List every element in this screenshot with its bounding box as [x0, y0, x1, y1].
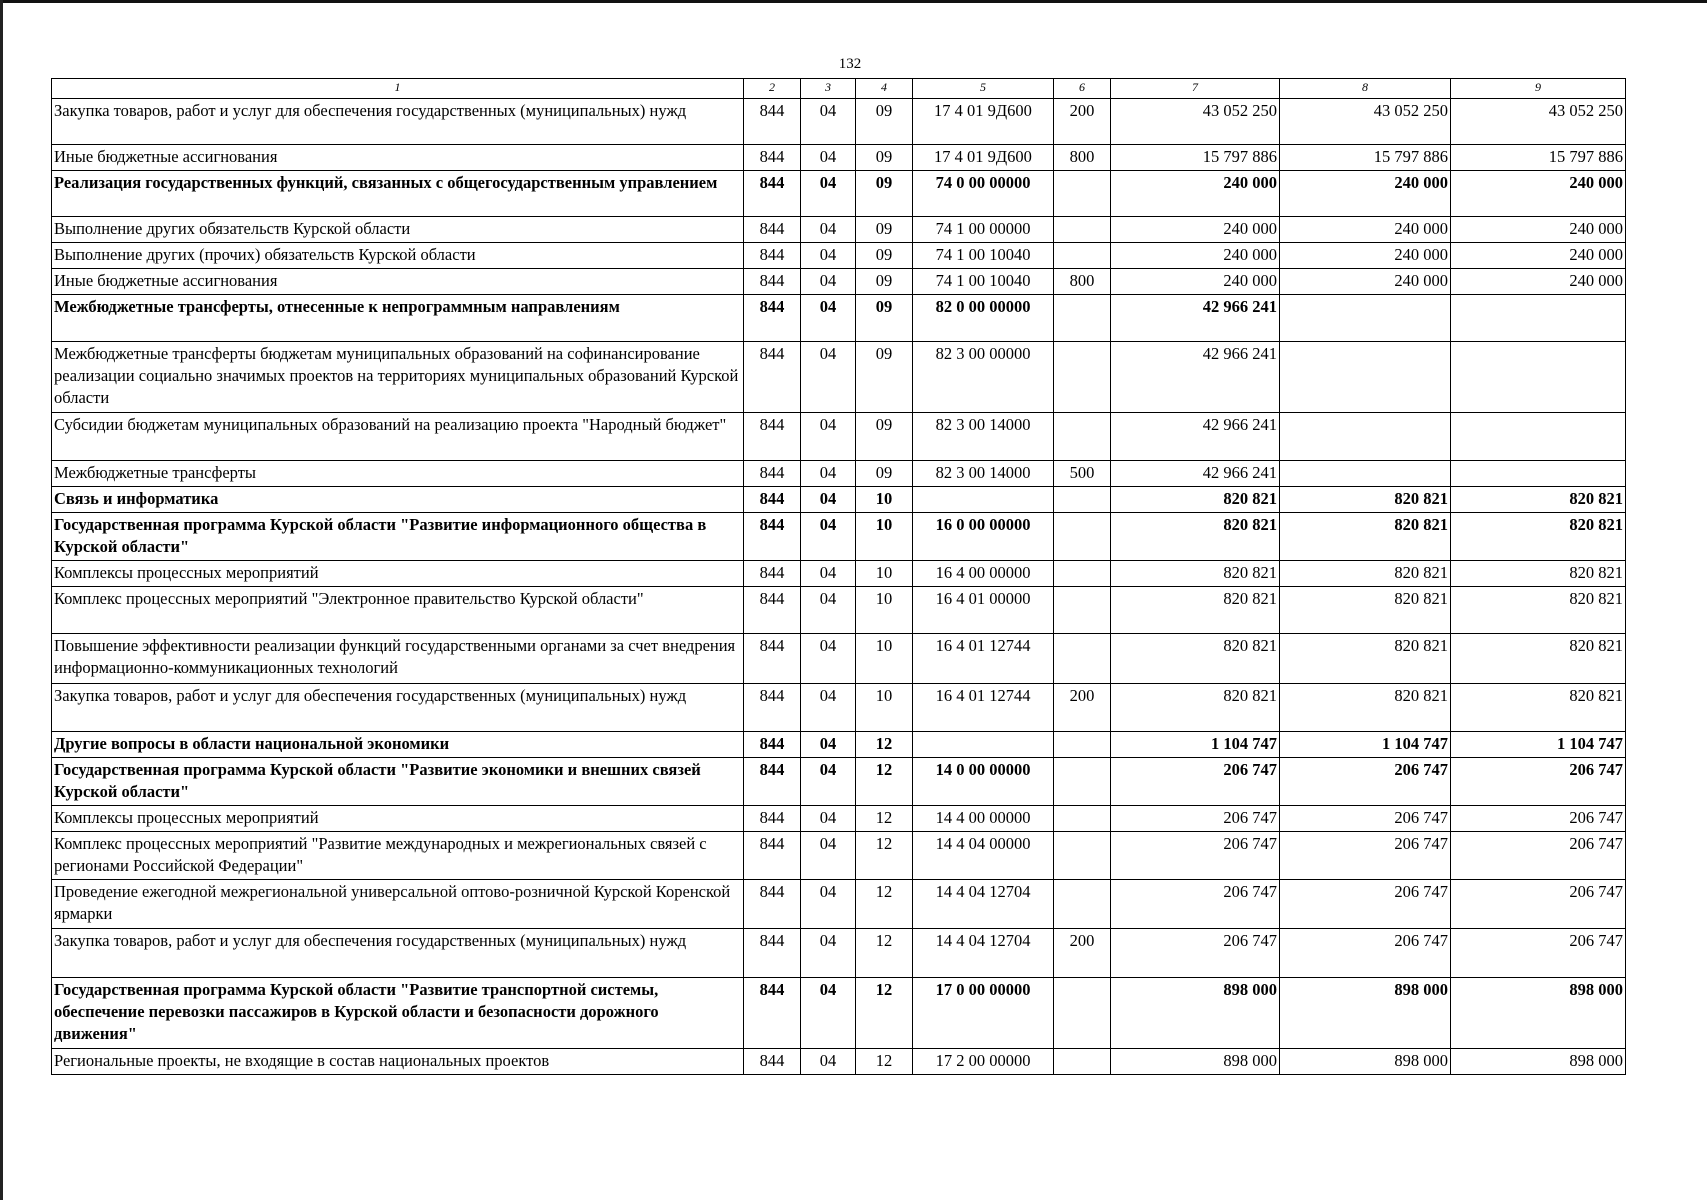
cell-name: Межбюджетные трансферты, отнесенные к непрограммным направлениям [52, 295, 744, 342]
cell-amount-col9 [1451, 342, 1626, 413]
cell-expense-type: 200 [1054, 929, 1111, 978]
cell-section-code: 04 [801, 587, 856, 634]
cell-amount-col9: 240 000 [1451, 243, 1626, 269]
cell-section-code: 04 [801, 634, 856, 684]
cell-ministry-code: 844 [744, 587, 801, 634]
cell-ministry-code: 844 [744, 461, 801, 487]
cell-section-code: 04 [801, 832, 856, 880]
cell-target-article: 16 4 01 00000 [913, 587, 1054, 634]
cell-subsection-code: 12 [856, 880, 913, 929]
table-row [52, 732, 1626, 758]
cell-ministry-code: 844 [744, 561, 801, 587]
table-row [52, 269, 1626, 295]
cell-expense-type [1054, 513, 1111, 561]
header-cell: 5 [913, 79, 1054, 99]
cell-expense-type: 500 [1054, 461, 1111, 487]
cell-ministry-code: 844 [744, 832, 801, 880]
cell-section-code: 04 [801, 243, 856, 269]
cell-amount-col8: 206 747 [1280, 929, 1451, 978]
cell-name: Иные бюджетные ассигнования [52, 145, 744, 171]
cell-amount-col8: 820 821 [1280, 634, 1451, 684]
cell-target-article: 82 3 00 00000 [913, 342, 1054, 413]
cell-ministry-code: 844 [744, 295, 801, 342]
cell-amount-col7: 820 821 [1111, 487, 1280, 513]
cell-amount-col9: 206 747 [1451, 806, 1626, 832]
cell-ministry-code: 844 [744, 243, 801, 269]
cell-amount-col7: 42 966 241 [1111, 295, 1280, 342]
cell-amount-col8: 820 821 [1280, 684, 1451, 732]
cell-expense-type [1054, 732, 1111, 758]
cell-amount-col7: 206 747 [1111, 806, 1280, 832]
cell-name: Повышение эффективности реализации функций государственными органами за счет внедрения информационно-коммуникационных технологий [52, 634, 744, 684]
cell-ministry-code: 844 [744, 634, 801, 684]
cell-subsection-code: 09 [856, 171, 913, 217]
cell-expense-type [1054, 806, 1111, 832]
cell-amount-col9: 43 052 250 [1451, 99, 1626, 145]
cell-subsection-code: 09 [856, 461, 913, 487]
table-row [52, 99, 1626, 145]
cell-amount-col8: 1 104 747 [1280, 732, 1451, 758]
cell-amount-col8 [1280, 413, 1451, 461]
cell-amount-col7: 206 747 [1111, 758, 1280, 806]
cell-name: Межбюджетные трансферты бюджетам муниципальных образований на софинансирование реализации социально значимых проектов на территориях муниципальных образований Курской области [52, 342, 744, 413]
header-cell: 8 [1280, 79, 1451, 99]
cell-subsection-code: 12 [856, 806, 913, 832]
cell-amount-col8: 240 000 [1280, 217, 1451, 243]
cell-target-article: 14 4 04 12704 [913, 880, 1054, 929]
cell-amount-col9: 206 747 [1451, 880, 1626, 929]
cell-amount-col8: 240 000 [1280, 243, 1451, 269]
table-row [52, 978, 1626, 1049]
cell-amount-col8: 898 000 [1280, 978, 1451, 1049]
cell-amount-col7: 240 000 [1111, 217, 1280, 243]
cell-expense-type [1054, 295, 1111, 342]
cell-section-code: 04 [801, 295, 856, 342]
cell-target-article: 17 0 00 00000 [913, 978, 1054, 1049]
cell-name: Государственная программа Курской области "Развитие транспортной системы, обеспечение перевозки пассажиров в Курской области и безопасности дорожного движения" [52, 978, 744, 1049]
cell-amount-col7: 898 000 [1111, 978, 1280, 1049]
cell-amount-col9: 820 821 [1451, 487, 1626, 513]
cell-expense-type [1054, 634, 1111, 684]
cell-ministry-code: 844 [744, 342, 801, 413]
cell-amount-col7: 240 000 [1111, 171, 1280, 217]
cell-amount-col9: 820 821 [1451, 587, 1626, 634]
table-body [52, 99, 1626, 1075]
cell-name: Выполнение других обязательств Курской области [52, 217, 744, 243]
cell-section-code: 04 [801, 684, 856, 732]
cell-amount-col9: 898 000 [1451, 1049, 1626, 1075]
cell-name: Региональные проекты, не входящие в состав национальных проектов [52, 1049, 744, 1075]
table-row [52, 487, 1626, 513]
table-row [52, 413, 1626, 461]
cell-target-article: 74 1 00 00000 [913, 217, 1054, 243]
cell-section-code: 04 [801, 413, 856, 461]
header-cell: 2 [744, 79, 801, 99]
cell-amount-col9: 820 821 [1451, 561, 1626, 587]
cell-target-article: 16 4 00 00000 [913, 561, 1054, 587]
cell-subsection-code: 10 [856, 561, 913, 587]
header-cell: 1 [52, 79, 744, 99]
scan-top-edge [0, 0, 1707, 3]
cell-subsection-code: 10 [856, 587, 913, 634]
scan-left-edge [0, 0, 3, 1200]
cell-amount-col7: 820 821 [1111, 513, 1280, 561]
cell-name: Проведение ежегодной межрегиональной универсальной оптово-розничной Курской Коренской ярмарки [52, 880, 744, 929]
cell-amount-col7: 206 747 [1111, 929, 1280, 978]
cell-name: Иные бюджетные ассигнования [52, 269, 744, 295]
cell-expense-type [1054, 880, 1111, 929]
cell-subsection-code: 12 [856, 758, 913, 806]
cell-amount-col8: 820 821 [1280, 561, 1451, 587]
cell-amount-col9: 898 000 [1451, 978, 1626, 1049]
cell-amount-col7: 240 000 [1111, 243, 1280, 269]
cell-name: Государственная программа Курской области "Развитие информационного общества в Курской области" [52, 513, 744, 561]
cell-amount-col9 [1451, 461, 1626, 487]
cell-section-code: 04 [801, 929, 856, 978]
cell-amount-col8: 43 052 250 [1280, 99, 1451, 145]
cell-expense-type [1054, 1049, 1111, 1075]
cell-amount-col8: 898 000 [1280, 1049, 1451, 1075]
table-row [52, 684, 1626, 732]
cell-amount-col9 [1451, 295, 1626, 342]
cell-amount-col7: 820 821 [1111, 684, 1280, 732]
cell-section-code: 04 [801, 461, 856, 487]
cell-subsection-code: 12 [856, 1049, 913, 1075]
cell-subsection-code: 12 [856, 832, 913, 880]
cell-section-code: 04 [801, 1049, 856, 1075]
cell-subsection-code: 09 [856, 217, 913, 243]
cell-name: Связь и информатика [52, 487, 744, 513]
cell-section-code: 04 [801, 806, 856, 832]
cell-target-article: 82 0 00 00000 [913, 295, 1054, 342]
cell-expense-type: 200 [1054, 684, 1111, 732]
cell-ministry-code: 844 [744, 145, 801, 171]
cell-amount-col9: 206 747 [1451, 758, 1626, 806]
cell-ministry-code: 844 [744, 684, 801, 732]
cell-target-article: 16 4 01 12744 [913, 684, 1054, 732]
cell-expense-type [1054, 217, 1111, 243]
cell-amount-col8 [1280, 342, 1451, 413]
cell-section-code: 04 [801, 978, 856, 1049]
cell-amount-col9: 820 821 [1451, 684, 1626, 732]
cell-ministry-code: 844 [744, 99, 801, 145]
table-row [52, 880, 1626, 929]
cell-amount-col8: 820 821 [1280, 587, 1451, 634]
table-row [52, 243, 1626, 269]
cell-section-code: 04 [801, 145, 856, 171]
cell-amount-col9: 15 797 886 [1451, 145, 1626, 171]
cell-ministry-code: 844 [744, 513, 801, 561]
header-row [52, 79, 1626, 99]
cell-amount-col7: 42 966 241 [1111, 461, 1280, 487]
cell-subsection-code: 10 [856, 487, 913, 513]
table-row [52, 634, 1626, 684]
cell-amount-col9: 820 821 [1451, 513, 1626, 561]
header-cell: 9 [1451, 79, 1626, 99]
cell-subsection-code: 12 [856, 929, 913, 978]
page-number: 132 [838, 56, 862, 72]
cell-name: Закупка товаров, работ и услуг для обеспечения государственных (муниципальных) нужд [52, 99, 744, 145]
cell-subsection-code: 09 [856, 243, 913, 269]
cell-amount-col7: 820 821 [1111, 634, 1280, 684]
cell-target-article [913, 487, 1054, 513]
cell-section-code: 04 [801, 269, 856, 295]
cell-subsection-code: 10 [856, 634, 913, 684]
cell-ministry-code: 844 [744, 978, 801, 1049]
cell-amount-col8 [1280, 295, 1451, 342]
cell-amount-col7: 898 000 [1111, 1049, 1280, 1075]
cell-target-article: 16 4 01 12744 [913, 634, 1054, 684]
cell-expense-type [1054, 243, 1111, 269]
cell-target-article: 82 3 00 14000 [913, 413, 1054, 461]
cell-amount-col7: 42 966 241 [1111, 342, 1280, 413]
cell-amount-col7: 43 052 250 [1111, 99, 1280, 145]
cell-section-code: 04 [801, 171, 856, 217]
cell-expense-type: 800 [1054, 145, 1111, 171]
cell-amount-col9: 820 821 [1451, 634, 1626, 684]
cell-subsection-code: 10 [856, 684, 913, 732]
header-cell: 7 [1111, 79, 1280, 99]
cell-amount-col8: 206 747 [1280, 758, 1451, 806]
table-row [52, 832, 1626, 880]
cell-amount-col9: 1 104 747 [1451, 732, 1626, 758]
cell-expense-type [1054, 978, 1111, 1049]
cell-name: Комплексы процессных мероприятий [52, 561, 744, 587]
cell-subsection-code: 09 [856, 99, 913, 145]
cell-section-code: 04 [801, 487, 856, 513]
header-cell: 4 [856, 79, 913, 99]
cell-amount-col7: 820 821 [1111, 561, 1280, 587]
cell-subsection-code: 10 [856, 513, 913, 561]
cell-expense-type: 200 [1054, 99, 1111, 145]
cell-amount-col9: 240 000 [1451, 171, 1626, 217]
cell-amount-col9: 206 747 [1451, 832, 1626, 880]
cell-expense-type [1054, 561, 1111, 587]
cell-target-article: 17 4 01 9Д600 [913, 145, 1054, 171]
cell-expense-type [1054, 832, 1111, 880]
table-row [52, 171, 1626, 217]
cell-expense-type: 800 [1054, 269, 1111, 295]
cell-ministry-code: 844 [744, 413, 801, 461]
cell-name: Комплексы процессных мероприятий [52, 806, 744, 832]
cell-section-code: 04 [801, 217, 856, 243]
cell-amount-col8: 820 821 [1280, 513, 1451, 561]
cell-section-code: 04 [801, 342, 856, 413]
cell-amount-col8: 15 797 886 [1280, 145, 1451, 171]
table-row [52, 806, 1626, 832]
cell-name: Комплекс процессных мероприятий "Электронное правительство Курской области" [52, 587, 744, 634]
cell-ministry-code: 844 [744, 929, 801, 978]
cell-ministry-code: 844 [744, 269, 801, 295]
cell-target-article [913, 732, 1054, 758]
cell-amount-col7: 206 747 [1111, 832, 1280, 880]
cell-target-article: 14 4 04 12704 [913, 929, 1054, 978]
cell-target-article: 82 3 00 14000 [913, 461, 1054, 487]
cell-amount-col8: 240 000 [1280, 171, 1451, 217]
cell-ministry-code: 844 [744, 732, 801, 758]
cell-ministry-code: 844 [744, 487, 801, 513]
cell-target-article: 17 2 00 00000 [913, 1049, 1054, 1075]
cell-amount-col7: 1 104 747 [1111, 732, 1280, 758]
cell-subsection-code: 12 [856, 978, 913, 1049]
cell-ministry-code: 844 [744, 217, 801, 243]
cell-section-code: 04 [801, 513, 856, 561]
cell-target-article: 14 4 00 00000 [913, 806, 1054, 832]
cell-target-article: 17 4 01 9Д600 [913, 99, 1054, 145]
cell-amount-col7: 42 966 241 [1111, 413, 1280, 461]
cell-expense-type [1054, 758, 1111, 806]
cell-subsection-code: 09 [856, 145, 913, 171]
table-row [52, 561, 1626, 587]
cell-expense-type [1054, 413, 1111, 461]
header-cell: 6 [1054, 79, 1111, 99]
table-row [52, 295, 1626, 342]
cell-expense-type [1054, 171, 1111, 217]
cell-section-code: 04 [801, 758, 856, 806]
cell-amount-col8: 206 747 [1280, 806, 1451, 832]
cell-name: Комплекс процессных мероприятий "Развитие международных и межрегиональных связей с регионами Российской Федерации" [52, 832, 744, 880]
cell-section-code: 04 [801, 732, 856, 758]
cell-section-code: 04 [801, 561, 856, 587]
table-row [52, 587, 1626, 634]
cell-amount-col9: 240 000 [1451, 217, 1626, 243]
cell-subsection-code: 09 [856, 413, 913, 461]
cell-subsection-code: 09 [856, 295, 913, 342]
cell-ministry-code: 844 [744, 758, 801, 806]
table-row [52, 217, 1626, 243]
cell-name: Межбюджетные трансферты [52, 461, 744, 487]
cell-target-article: 14 4 04 00000 [913, 832, 1054, 880]
cell-expense-type [1054, 342, 1111, 413]
cell-subsection-code: 09 [856, 269, 913, 295]
header-cell: 3 [801, 79, 856, 99]
cell-amount-col9: 240 000 [1451, 269, 1626, 295]
table-row [52, 342, 1626, 413]
table-row [52, 513, 1626, 561]
cell-expense-type [1054, 487, 1111, 513]
cell-subsection-code: 12 [856, 732, 913, 758]
cell-amount-col8: 206 747 [1280, 880, 1451, 929]
cell-name: Другие вопросы в области национальной экономики [52, 732, 744, 758]
cell-name: Реализация государственных функций, связанных с общегосударственным управлением [52, 171, 744, 217]
cell-amount-col8 [1280, 461, 1451, 487]
cell-target-article: 14 0 00 00000 [913, 758, 1054, 806]
cell-amount-col7: 206 747 [1111, 880, 1280, 929]
cell-amount-col9 [1451, 413, 1626, 461]
cell-target-article: 74 1 00 10040 [913, 243, 1054, 269]
cell-name: Государственная программа Курской области "Развитие экономики и внешних связей Курской области" [52, 758, 744, 806]
cell-ministry-code: 844 [744, 880, 801, 929]
table-row [52, 758, 1626, 806]
cell-section-code: 04 [801, 99, 856, 145]
cell-name: Закупка товаров, работ и услуг для обеспечения государственных (муниципальных) нужд [52, 929, 744, 978]
table-row [52, 145, 1626, 171]
cell-name: Закупка товаров, работ и услуг для обеспечения государственных (муниципальных) нужд [52, 684, 744, 732]
cell-amount-col8: 206 747 [1280, 832, 1451, 880]
cell-ministry-code: 844 [744, 171, 801, 217]
cell-amount-col8: 820 821 [1280, 487, 1451, 513]
cell-target-article: 16 0 00 00000 [913, 513, 1054, 561]
cell-section-code: 04 [801, 880, 856, 929]
table-row [52, 929, 1626, 978]
budget-table [51, 78, 1626, 1075]
cell-target-article: 74 1 00 10040 [913, 269, 1054, 295]
table-row [52, 1049, 1626, 1075]
cell-name: Субсидии бюджетам муниципальных образований на реализацию проекта "Народный бюджет" [52, 413, 744, 461]
table-row [52, 461, 1626, 487]
cell-ministry-code: 844 [744, 1049, 801, 1075]
cell-ministry-code: 844 [744, 806, 801, 832]
cell-name: Выполнение других (прочих) обязательств Курской области [52, 243, 744, 269]
cell-amount-col7: 820 821 [1111, 587, 1280, 634]
cell-subsection-code: 09 [856, 342, 913, 413]
cell-amount-col7: 240 000 [1111, 269, 1280, 295]
cell-amount-col7: 15 797 886 [1111, 145, 1280, 171]
cell-amount-col9: 206 747 [1451, 929, 1626, 978]
cell-target-article: 74 0 00 00000 [913, 171, 1054, 217]
cell-expense-type [1054, 587, 1111, 634]
cell-amount-col8: 240 000 [1280, 269, 1451, 295]
